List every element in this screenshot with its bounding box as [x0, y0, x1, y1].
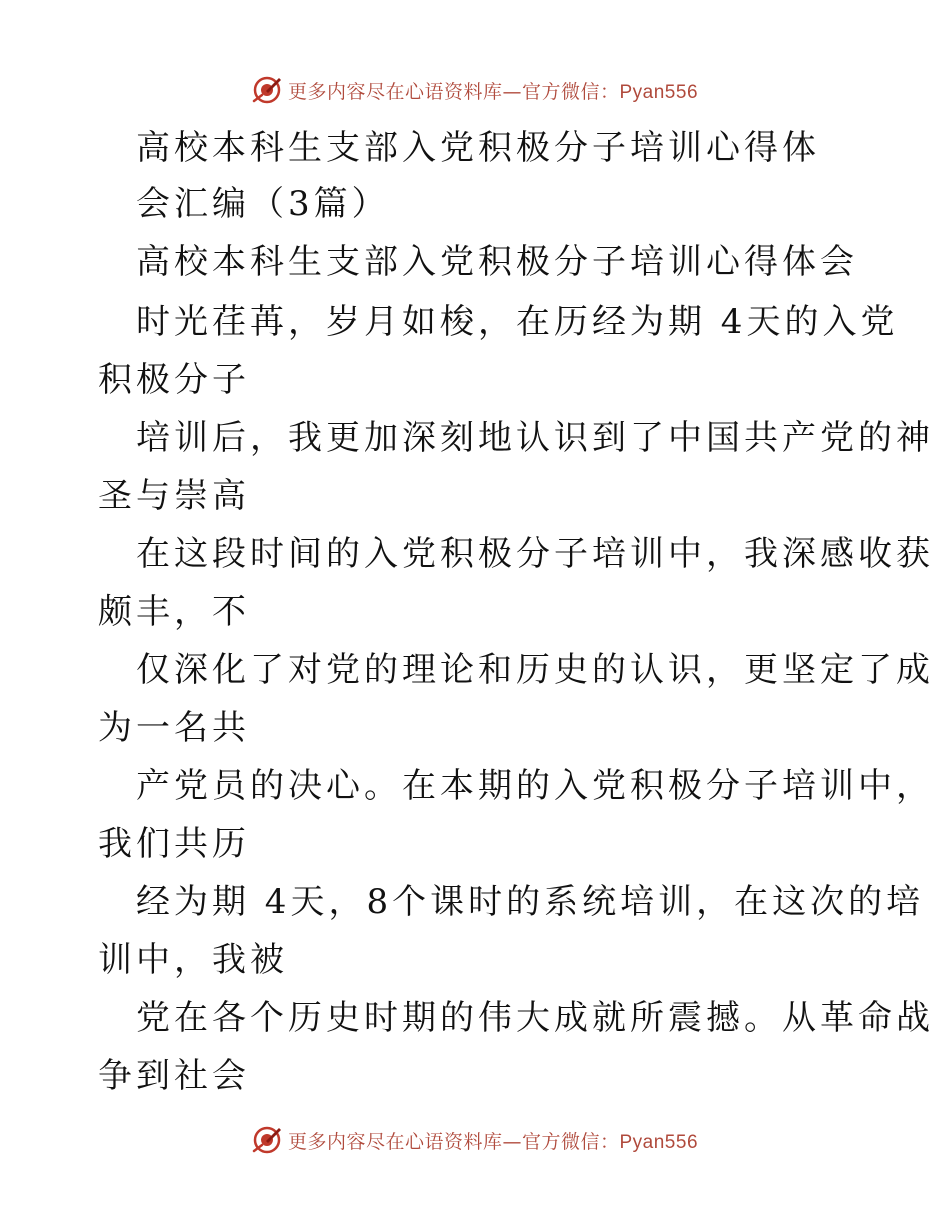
paragraph-line: 在这段时间的入党积极分子培训中，我深感收获	[136, 534, 934, 574]
paragraph-line: 经为期 4天，8个课时的系统培训，在这次的培	[136, 882, 925, 922]
paragraph-line: 颇丰，不	[98, 592, 250, 632]
paragraph-line: 党在各个历史时期的伟大成就所震撼。从革命战	[136, 998, 934, 1038]
paragraph-line: 训中，我被	[98, 940, 288, 980]
paragraph-line: 为一名共	[98, 708, 250, 748]
section-heading: 高校本科生支部入党积极分子培训心得体会	[136, 242, 858, 282]
paragraph-line: 仅深化了对党的理论和历史的认识，更坚定了成	[136, 650, 934, 690]
paragraph-line: 培训后，我更加深刻地认识到了中国共产党的神	[136, 418, 934, 458]
footer-banner	[0, 1122, 950, 1158]
paragraph-line: 我们共历	[98, 824, 250, 864]
paragraph-line: 积极分子	[98, 360, 250, 400]
header-banner-text	[288, 77, 698, 104]
document-title-line-1: 高校本科生支部入党积极分子培训心得体	[136, 128, 820, 168]
header-banner-handle: Pyan556	[619, 81, 699, 103]
footer-banner-message: 更多内容尽在心语资料库—官方微信：	[287, 1130, 620, 1153]
paragraph-line: 产党员的决心。在本期的入党积极分子培训中，	[136, 766, 934, 806]
document-title-line-2: 会汇编（3篇）	[136, 184, 390, 224]
header-banner-message: 更多内容尽在心语资料库—官方微信：	[287, 80, 620, 103]
paragraph-line: 争到社会	[98, 1056, 250, 1096]
paragraph-line: 时光荏苒，岁月如梭，在历经为期 4天的入党	[136, 302, 899, 342]
footer-banner-text	[288, 1127, 698, 1154]
paragraph-line: 圣与崇高	[98, 476, 250, 516]
footer-banner-handle: Pyan556	[619, 1131, 699, 1153]
red-pen-logo-icon	[252, 75, 282, 105]
header-banner	[0, 72, 950, 108]
red-pen-logo-icon	[252, 1125, 282, 1155]
